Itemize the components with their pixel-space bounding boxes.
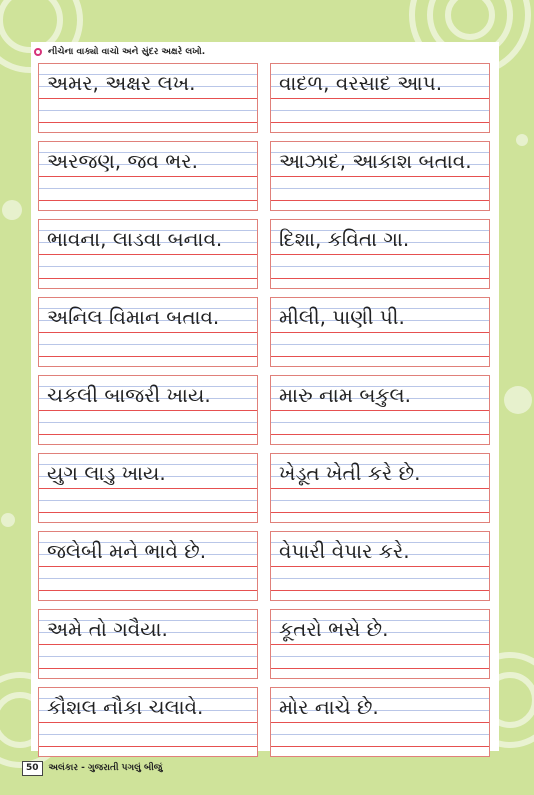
grid-row xyxy=(38,141,490,219)
sentence-text: ભાવના, લાડવા બનાવ. xyxy=(47,227,223,251)
writing-box xyxy=(38,531,258,601)
sentence-text: વેપારી વેપાર કરે. xyxy=(279,539,410,563)
writing-box xyxy=(270,453,490,523)
writing-box xyxy=(270,531,490,601)
sentence-text: અમર, અક્ષર લખ. xyxy=(47,71,196,95)
writing-box xyxy=(270,141,490,211)
writing-grid xyxy=(38,63,490,765)
sentence-text: અનિલ વિમાન બતાવ. xyxy=(47,305,220,329)
instruction-line xyxy=(34,44,205,60)
writing-box xyxy=(38,687,258,757)
sentence-text: અરજણ, જવ ભર. xyxy=(47,149,198,173)
writing-box xyxy=(270,609,490,679)
sentence-text: કૂતરો ભસે છે. xyxy=(279,617,389,641)
writing-box xyxy=(38,219,258,289)
sentence-text: અમે તો ગવૈયા. xyxy=(47,617,168,641)
writing-box xyxy=(270,687,490,757)
sentence-text: મારુ નામ બકુલ. xyxy=(279,383,411,407)
sentence-text: મોર નાચે છે. xyxy=(279,695,379,719)
sentence-text: વાદળ, વરસાદ આપ. xyxy=(279,71,443,95)
writing-box xyxy=(38,453,258,523)
writing-box xyxy=(38,141,258,211)
writing-box xyxy=(270,375,490,445)
bullet-icon xyxy=(34,48,42,56)
grid-row xyxy=(38,219,490,297)
sentence-text: જલેબી મને ભાવે છે. xyxy=(47,539,207,563)
sentence-text: યુગ લાડુ ખાય. xyxy=(47,461,166,485)
sentence-text: આઝાદ, આકાશ બતાવ. xyxy=(279,149,472,173)
grid-row xyxy=(38,531,490,609)
footer-title: અલંકાર - ગુજરાતી પગલું બીજું xyxy=(48,763,163,773)
writing-box xyxy=(270,63,490,133)
grid-row xyxy=(38,63,490,141)
grid-row xyxy=(38,375,490,453)
sentence-text: કૌશલ નૌકા ચલાવે. xyxy=(47,695,204,719)
writing-box xyxy=(38,63,258,133)
writing-box xyxy=(270,297,490,367)
grid-row xyxy=(38,297,490,375)
grid-row xyxy=(38,687,490,765)
page-number: 50 xyxy=(22,761,43,776)
writing-box xyxy=(38,609,258,679)
sentence-text: ખેડૂત ખેતી કરે છે. xyxy=(279,461,421,485)
instruction-text: નીચેના વાક્યો વાચો અને સુંદર અક્ષરે લખો. xyxy=(48,47,206,57)
sentence-text: ચકલી બાજરી ખાય. xyxy=(47,383,211,407)
page-footer xyxy=(22,760,162,776)
sentence-text: મીલી, પાણી પી. xyxy=(279,305,405,329)
writing-box xyxy=(270,219,490,289)
sentence-text: દિશા, કવિતા ગા. xyxy=(279,227,410,251)
grid-row xyxy=(38,453,490,531)
grid-row xyxy=(38,609,490,687)
writing-box xyxy=(38,375,258,445)
writing-box xyxy=(38,297,258,367)
